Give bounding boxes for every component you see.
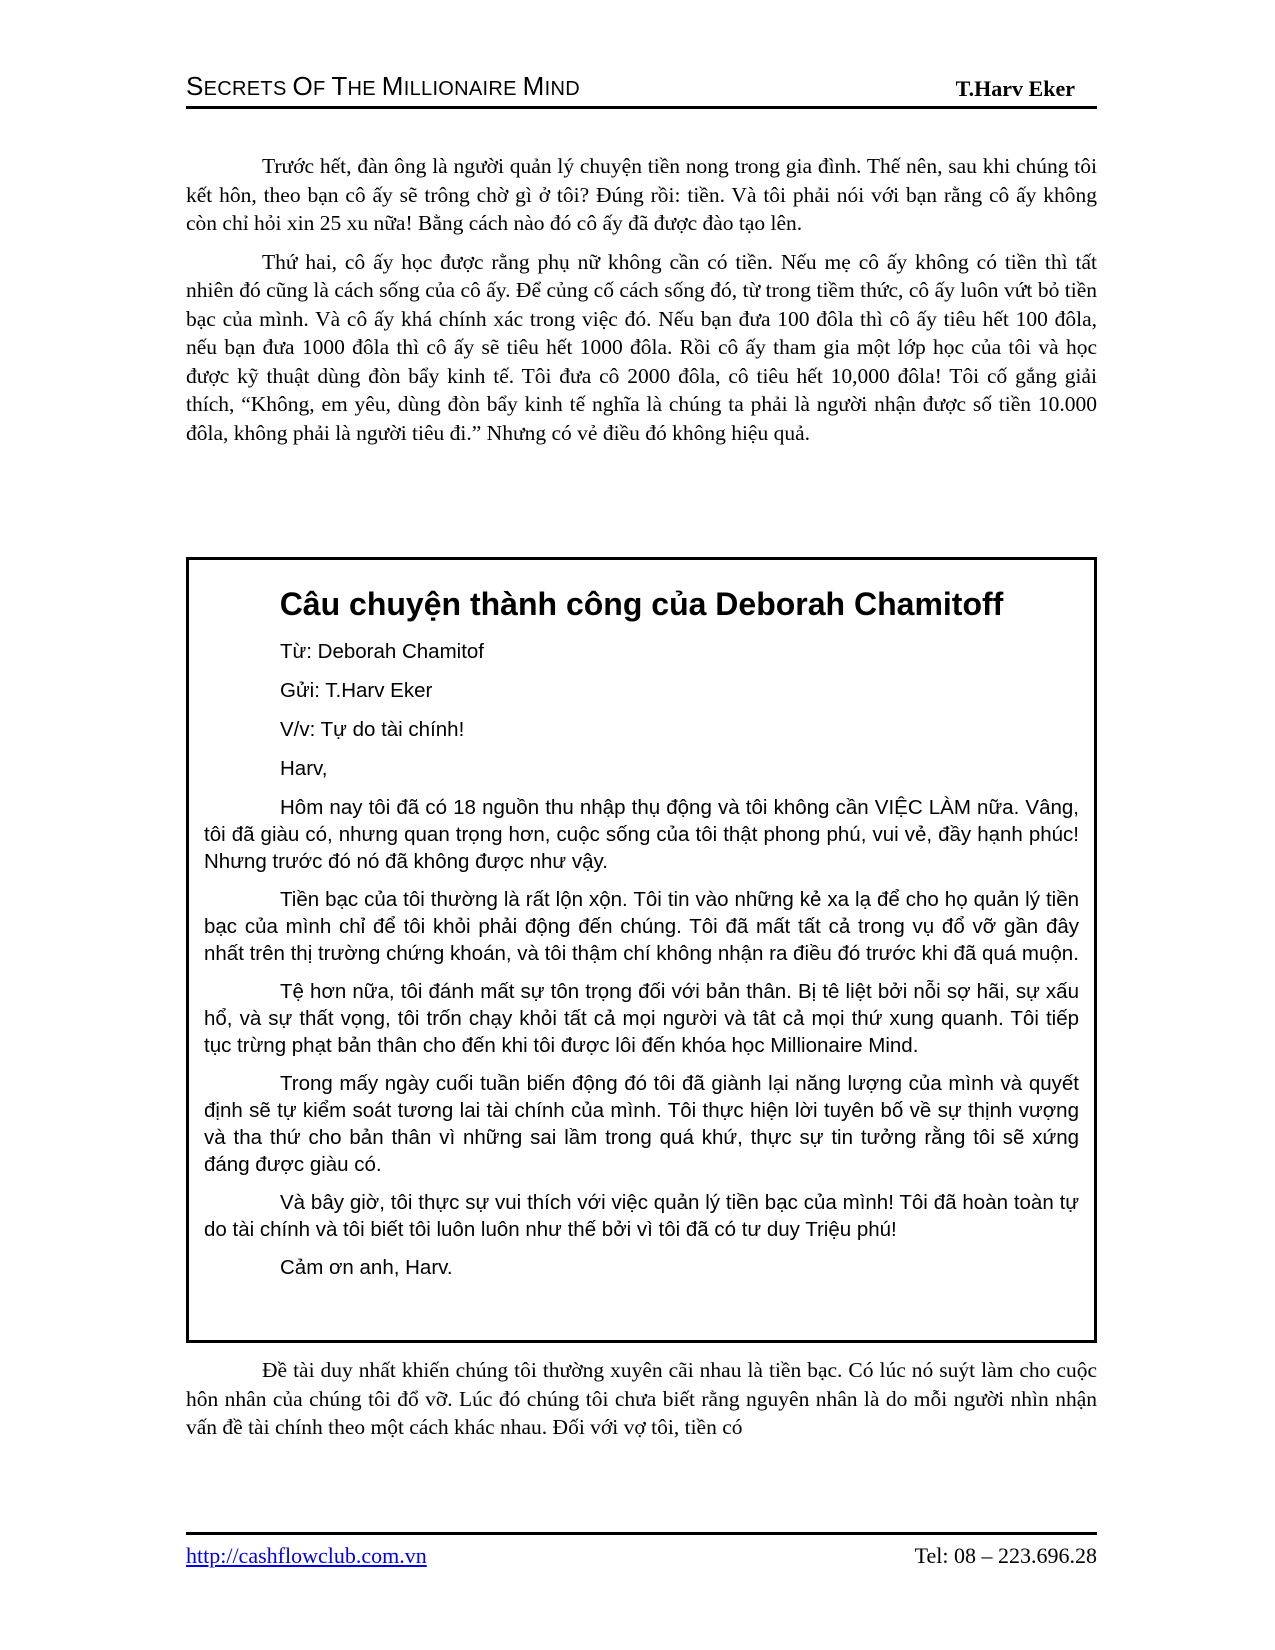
story-subject: V/v: Tự do tài chính! [280, 718, 465, 741]
title-cap: M [522, 71, 545, 101]
intro-text [186, 152, 1097, 457]
story-paragraph: Tiền bạc của tôi thường là rất lộn xộn. Tôi tin vào những kẻ xa lạ để cho họ quản lý tiền bạc của mình chỉ để tôi khỏi phải động đến chúng. Tôi đã mất tất cả trong vụ đổ vỡ gần đây nhất trên thị trường chứng khoán, và tôi thậm chí không nhận ra điều đó trước khi đã quá muộn. [204, 888, 1079, 965]
phone-number: Tel: 08 – 223.696.28 [914, 1543, 1097, 1568]
story-paragraph: Và bây giờ, tôi thực sự vui thích với việc quản lý tiền bạc của mình! Tôi đã hoàn toàn tự do tài chính và tôi biết tôi luôn luôn như thế bởi vì tôi đã có tư duy Triệu phú! [204, 1191, 1079, 1241]
story-paragraph: Tệ hơn nữa, tôi đánh mất sự tôn trọng đối với bản thân. Bị tê liệt bởi nỗi sợ hãi, sự xấu hổ, và sự thất vọng, tôi trốn chạy khỏi tất cả mọi người và tât cả mọi thứ xung quanh. Tôi tiếp tục trừng phạt bản thân cho đến khi tôi được lôi đến khóa học Millionaire Mind. [204, 980, 1079, 1057]
book-title [186, 71, 580, 102]
title-rest: IND [544, 78, 580, 100]
story-greeting: Harv, [280, 757, 328, 780]
body-paragraph: Đề tài duy nhất khiến chúng tôi thường xuyên cãi nhau là tiền bạc. Có lúc nó suýt làm cho cuộc hôn nhân của chúng tôi đổ vỡ. Lúc đó chúng tôi chưa biết rằng nguyên nhân là do mỗi người nhìn nhận vấn đề tài chính theo một cách khác nhau. Đối với vợ tôi, tiền có [186, 1358, 1097, 1439]
page-header [186, 72, 1097, 109]
title-rest: ECRETS [203, 78, 293, 100]
title-cap: S [186, 71, 204, 101]
website-link[interactable]: http://cashflowclub.com.vn [186, 1543, 427, 1568]
outro-text [186, 1356, 1097, 1452]
title-rest: F [312, 78, 332, 100]
story-body [204, 638, 1079, 1293]
title-rest: ILLIONAIRE [403, 78, 523, 100]
story-paragraph: Trong mấy ngày cuối tuần biến động đó tôi đã giành lại năng lượng của mình và quyết định sẽ tự kiểm soát tương lai tài chính của mình. Tôi thực hiện lời tuyên bố về sự thịnh vượng và tha thứ cho bản thân vì những sai lầm trong quá khứ, thực sự tin tưởng rằng tôi sẽ xứng đáng được giàu có. [204, 1072, 1079, 1176]
page-footer [186, 1532, 1097, 1568]
success-story-box [186, 557, 1097, 1343]
story-to: Gửi: T.Harv Eker [280, 679, 433, 702]
body-paragraph: Thứ hai, cô ấy học được rằng phụ nữ không cần có tiền. Nếu mẹ cô ấy không có tiền thì tất nhiên đó cũng là cách sống của cô ấy. Để củng cố cách sống đó, từ trong tiềm thức, cô ấy luôn vứt bỏ tiền bạc của mình. Và cô ấy khá chính xác trong việc đó. Nếu bạn đưa 100 đôla thì cô ấy tiêu hết 100 đôla, nếu bạn đưa 1000 đôla thì cô ấy sẽ tiêu hết 1000 đôla. Rồi cô ấy tham gia một lớp học của tôi và học được kỹ thuật dùng đòn bẩy kinh tế. Tôi đưa cô 2000 đôla, cô tiêu hết 10,000 đôla! Tôi cố gắng giải thích, “Không, em yêu, dùng đòn bẩy kinh tế nghĩa là chúng ta phải là người nhận được số tiền 10.000 đôla, không phải là người tiêu đi.” Nhưng có vẻ điều đó không hiệu quả. [186, 249, 1097, 445]
title-cap: T [331, 71, 348, 101]
title-rest: HE [347, 78, 382, 100]
author-name: T.Harv Eker [955, 76, 1075, 101]
title-cap: M [381, 71, 404, 101]
story-title: Câu chuyện thành công của Deborah Chamitoff [279, 586, 1004, 622]
story-from: Từ: Deborah Chamitof [280, 640, 484, 663]
body-paragraph: Trước hết, đàn ông là người quản lý chuyện tiền nong trong gia đình. Thế nên, sau khi chúng tôi kết hôn, theo bạn cô ấy sẽ trông chờ gì ở tôi? Đúng rồi: tiền. Và tôi phải nói với bạn rằng cô ấy không còn chỉ hỏi xin 25 xu nữa! Bằng cách nào đó cô ấy đã được đào tạo lên. [186, 154, 1097, 235]
story-closing: Cảm ơn anh, Harv. [280, 1256, 453, 1279]
story-paragraph: Hôm nay tôi đã có 18 nguồn thu nhập thụ động và tôi không cần VIỆC LÀM nữa. Vâng, tôi đã giàu có, nhưng quan trọng hơn, cuộc sống của tôi thật phong phú, vui vẻ, đầy hạnh phúc! Nhưng trước đó nó đã không được như vậy. [204, 796, 1079, 873]
title-cap: O [292, 71, 313, 101]
